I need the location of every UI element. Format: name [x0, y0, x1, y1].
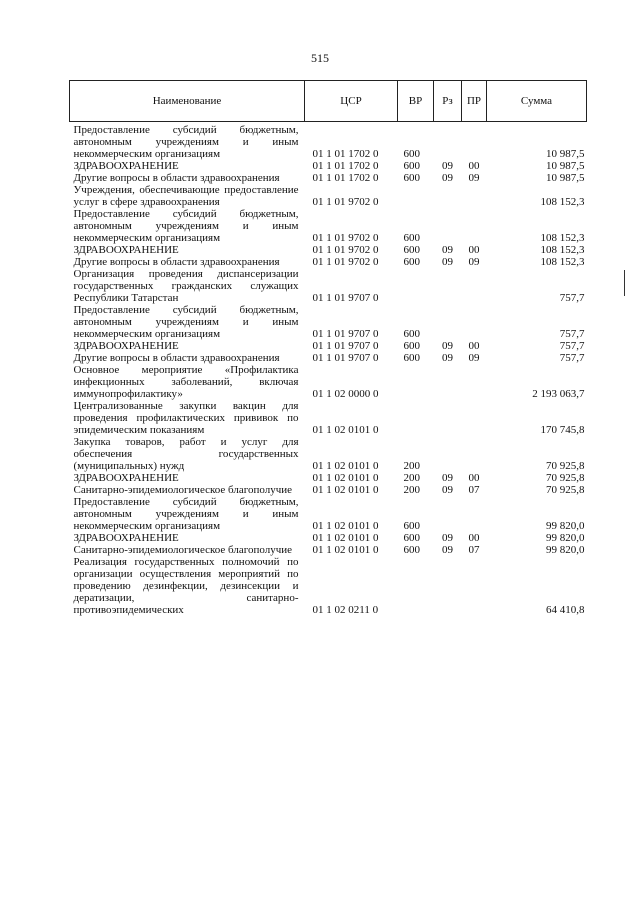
cell-csr: 01 1 02 0101 0	[312, 484, 379, 496]
cell-sum: 10 987,5	[546, 160, 585, 172]
table-row	[70, 160, 587, 172]
table-row	[70, 544, 587, 556]
cell-csr: 01 1 01 9707 0	[312, 340, 379, 352]
table-row	[70, 184, 587, 208]
table-row	[70, 364, 587, 400]
cell-sum: 10 987,5	[546, 148, 585, 160]
cell-csr: 01 1 02 0101 0	[312, 460, 379, 472]
header-pr: ПР	[462, 81, 487, 122]
cell-vr	[398, 268, 434, 304]
cell-csr: 01 1 01 9702 0	[312, 196, 379, 208]
cell-name: Централизованные закупки вакцин для проведения профилактических прививок по эпидемическим показаниям	[73, 400, 299, 436]
cell-pr: 07	[468, 544, 480, 556]
cell-pr	[462, 400, 487, 436]
cell-name: Предоставление субсидий бюджетным, автономным учреждениям и иным некоммерческим организациям	[73, 304, 299, 340]
cell-vr	[398, 400, 434, 436]
cell-csr: 01 1 02 0101 0	[312, 472, 379, 484]
cell-rz	[434, 364, 462, 400]
margin-mark	[624, 270, 625, 296]
cell-vr: 600	[403, 256, 420, 268]
cell-vr: 200	[403, 484, 420, 496]
cell-pr	[462, 304, 487, 340]
cell-sum: 757,7	[559, 292, 585, 304]
cell-vr: 200	[403, 472, 420, 484]
cell-rz	[434, 268, 462, 304]
cell-rz	[434, 400, 462, 436]
cell-rz	[434, 304, 462, 340]
cell-name: Другие вопросы в области здравоохранения	[73, 172, 280, 184]
cell-name: Другие вопросы в области здравоохранения	[73, 256, 280, 268]
cell-csr: 01 1 01 9707 0	[312, 328, 379, 340]
cell-pr: 00	[468, 244, 480, 256]
cell-vr	[398, 184, 434, 208]
cell-pr	[462, 436, 487, 472]
cell-name: Учреждения, обеспечивающие предоставление услуг в сфере здравоохранения	[73, 184, 299, 208]
cell-vr: 200	[403, 460, 420, 472]
cell-rz	[434, 122, 462, 161]
cell-rz: 09	[442, 340, 453, 352]
cell-rz	[434, 436, 462, 472]
cell-pr	[462, 556, 487, 616]
cell-csr: 01 1 01 9707 0	[312, 292, 379, 304]
cell-pr: 09	[468, 352, 480, 364]
cell-pr: 00	[468, 532, 480, 544]
cell-name: ЗДРАВООХРАНЕНИЕ	[73, 472, 179, 484]
cell-csr: 01 1 01 1702 0	[312, 172, 379, 184]
table-row	[70, 304, 587, 340]
table-row	[70, 244, 587, 256]
table-row	[70, 268, 587, 304]
table-row	[70, 352, 587, 364]
header-sum: Сумма	[487, 81, 587, 122]
cell-csr: 01 1 02 0101 0	[312, 532, 379, 544]
cell-name: Закупка товаров, работ и услуг для обеспечения государственных (муниципальных) нужд	[73, 436, 299, 472]
cell-pr	[462, 496, 487, 532]
table-row	[70, 496, 587, 532]
cell-sum: 99 820,0	[546, 520, 585, 532]
cell-sum: 70 925,8	[546, 460, 585, 472]
table-row	[70, 472, 587, 484]
cell-sum: 757,7	[559, 340, 585, 352]
cell-sum: 99 820,0	[546, 532, 585, 544]
table-row	[70, 256, 587, 268]
cell-rz: 09	[442, 256, 453, 268]
cell-name: Основное мероприятие «Профилактика инфекционных заболеваний, включая иммунопрофилактику»	[73, 364, 299, 400]
cell-name: Организация проведения диспансеризации государственных гражданских служащих Республики Татарстан	[73, 268, 299, 304]
cell-csr: 01 1 02 0101 0	[312, 544, 379, 556]
table-row	[70, 400, 587, 436]
cell-name: Санитарно-эпидемиологическое благополучие	[73, 484, 293, 496]
cell-vr: 600	[403, 520, 420, 532]
table-row	[70, 436, 587, 472]
cell-csr: 01 1 01 9702 0	[312, 244, 379, 256]
cell-rz	[434, 208, 462, 244]
cell-name: ЗДРАВООХРАНЕНИЕ	[73, 160, 179, 172]
cell-pr	[462, 208, 487, 244]
cell-rz: 09	[442, 160, 453, 172]
cell-sum: 70 925,8	[546, 472, 585, 484]
header-vr: ВР	[398, 81, 434, 122]
cell-rz	[434, 184, 462, 208]
cell-csr: 01 1 01 9702 0	[312, 232, 379, 244]
cell-pr: 09	[468, 256, 480, 268]
cell-pr	[462, 364, 487, 400]
header-csr: ЦСР	[305, 81, 398, 122]
cell-name: Другие вопросы в области здравоохранения	[73, 352, 280, 364]
header-name: Наименование	[70, 81, 305, 122]
cell-sum: 108 152,3	[540, 244, 585, 256]
cell-vr	[398, 556, 434, 616]
cell-rz	[434, 496, 462, 532]
cell-sum: 108 152,3	[540, 196, 585, 208]
cell-sum: 108 152,3	[540, 232, 585, 244]
cell-vr: 600	[403, 544, 420, 556]
cell-vr: 600	[403, 532, 420, 544]
cell-vr: 600	[403, 244, 420, 256]
cell-vr: 600	[403, 232, 420, 244]
cell-rz: 09	[442, 172, 453, 184]
cell-csr: 01 1 01 1702 0	[312, 148, 379, 160]
cell-csr: 01 1 01 1702 0	[312, 160, 379, 172]
table-body	[70, 122, 587, 617]
cell-csr: 01 1 02 0101 0	[312, 520, 379, 532]
cell-sum: 757,7	[559, 352, 585, 364]
cell-csr: 01 1 02 0000 0	[312, 388, 379, 400]
cell-name: Санитарно-эпидемиологическое благополучие	[73, 544, 293, 556]
cell-name: ЗДРАВООХРАНЕНИЕ	[73, 244, 179, 256]
cell-rz: 09	[442, 472, 453, 484]
cell-pr: 09	[468, 172, 480, 184]
cell-csr: 01 1 01 9702 0	[312, 256, 379, 268]
table-row	[70, 122, 587, 161]
cell-rz	[434, 556, 462, 616]
cell-sum: 108 152,3	[540, 256, 585, 268]
cell-rz: 09	[442, 484, 453, 496]
table-row	[70, 556, 587, 616]
cell-vr: 600	[403, 328, 420, 340]
cell-rz: 09	[442, 352, 453, 364]
cell-csr: 01 1 02 0211 0	[312, 604, 379, 616]
cell-vr	[398, 364, 434, 400]
cell-name: Предоставление субсидий бюджетным, автономным учреждениям и иным некоммерческим организациям	[73, 124, 299, 160]
cell-pr: 00	[468, 472, 480, 484]
cell-sum: 2 193 063,7	[532, 388, 585, 400]
cell-sum: 757,7	[559, 328, 585, 340]
cell-sum: 99 820,0	[546, 544, 585, 556]
cell-csr: 01 1 01 9707 0	[312, 352, 379, 364]
page-number: 515	[311, 51, 329, 65]
cell-name: Предоставление субсидий бюджетным, автономным учреждениям и иным некоммерческим организациям	[73, 208, 299, 244]
cell-name: Реализация государственных полномочий по организации осуществления мероприятий по проведению дезинфекции, дезинсекции и дератизации, санитарно-противоэпидемических	[73, 556, 299, 616]
cell-sum: 170 745,8	[540, 424, 585, 436]
table-row	[70, 340, 587, 352]
cell-pr	[462, 184, 487, 208]
cell-pr: 07	[468, 484, 480, 496]
cell-sum: 10 987,5	[546, 172, 585, 184]
table-header	[70, 81, 587, 122]
cell-vr: 600	[403, 340, 420, 352]
cell-pr: 00	[468, 160, 480, 172]
cell-pr: 00	[468, 340, 480, 352]
header-rz: Рз	[434, 81, 462, 122]
cell-rz: 09	[442, 244, 453, 256]
cell-name: ЗДРАВООХРАНЕНИЕ	[73, 532, 179, 544]
table-row	[70, 532, 587, 544]
table-row	[70, 484, 587, 496]
cell-rz: 09	[442, 532, 453, 544]
cell-vr: 600	[403, 352, 420, 364]
cell-vr: 600	[403, 160, 420, 172]
budget-table	[69, 80, 587, 616]
cell-sum: 70 925,8	[546, 484, 585, 496]
table-row	[70, 172, 587, 184]
cell-pr	[462, 268, 487, 304]
cell-vr: 600	[403, 172, 420, 184]
table-row	[70, 208, 587, 244]
cell-pr	[462, 122, 487, 161]
cell-sum: 64 410,8	[546, 604, 585, 616]
cell-name: ЗДРАВООХРАНЕНИЕ	[73, 340, 179, 352]
cell-vr: 600	[403, 148, 420, 160]
cell-name: Предоставление субсидий бюджетным, автономным учреждениям и иным некоммерческим организациям	[73, 496, 299, 532]
cell-csr: 01 1 02 0101 0	[312, 424, 379, 436]
cell-rz: 09	[442, 544, 453, 556]
